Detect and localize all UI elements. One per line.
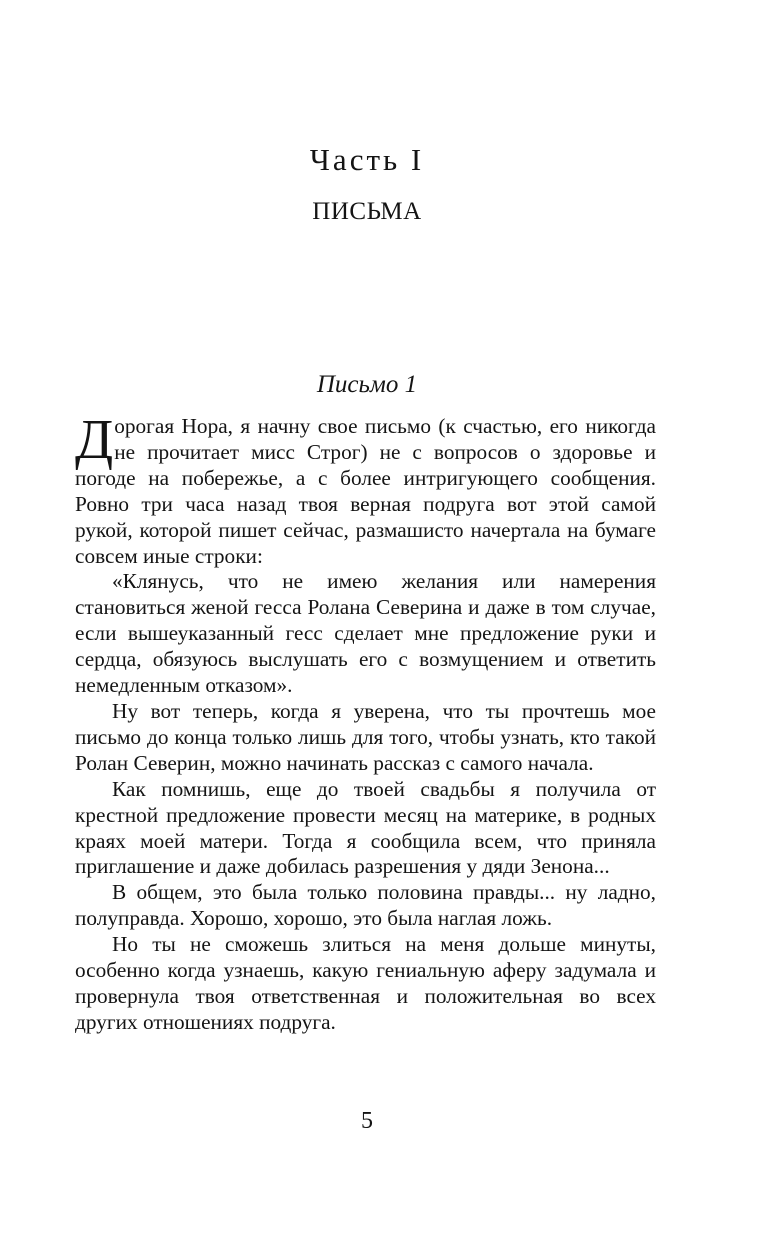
paragraph-3: Ну вот теперь, когда я уверена, что ты прочтешь мое письмо до конца только лишь для того, чтобы узнать, кто такой Ролан Северин, можно начинать рассказ с самого начала.: [75, 698, 656, 775]
part-title: Часть I: [309, 142, 425, 177]
paragraph-2: «Клянусь, что не имею желания или намерения становиться женой гесса Ролана Северина и даже в том случае, если вышеуказанный гесс сделает мне предложение руки и сердца, обязуюсь выслушать его с возмущением и ответить немедленным отказом».: [75, 569, 656, 698]
paragraph-1: [75, 409, 656, 569]
paragraph-1-text: орогая Нора, я начну свое письмо (к счастью, его никогда не прочитает мисс Строг) не с вопросов о здоровье и погоде на побережье, а с более интригующего сообщения. Ровно три часа назад твоя верная подруга вот этой самой рукой, которой пишет сейчас, размашисто начертала на бумаге совсем иные строки:: [75, 414, 656, 568]
part-subtitle: ПИСЬМА: [312, 198, 422, 225]
page-number: 5: [361, 1108, 373, 1134]
paragraph-4: Как помнишь, еще до твоей свадьбы я получила от крестной предложение провести месяц на материке, в родных краях моей матери. Тогда я сообщила всем, что приняла приглашение и даже добилась разрешения у дяди Зенона...: [75, 776, 656, 879]
paragraph-5: В общем, это была только половина правды... ну ладно, полуправда. Хорошо, хорошо, это была наглая ложь.: [75, 880, 656, 931]
paragraph-6: Но ты не сможешь злиться на меня дольше минуты, особенно когда узнаешь, какую гениальную аферу задумала и провернула твоя ответственная и положительная во всех других отношениях подруга.: [75, 932, 656, 1034]
letter-body: [75, 409, 656, 1036]
drop-cap: Д: [75, 409, 114, 471]
letter-title: Письмо 1: [316, 371, 418, 398]
